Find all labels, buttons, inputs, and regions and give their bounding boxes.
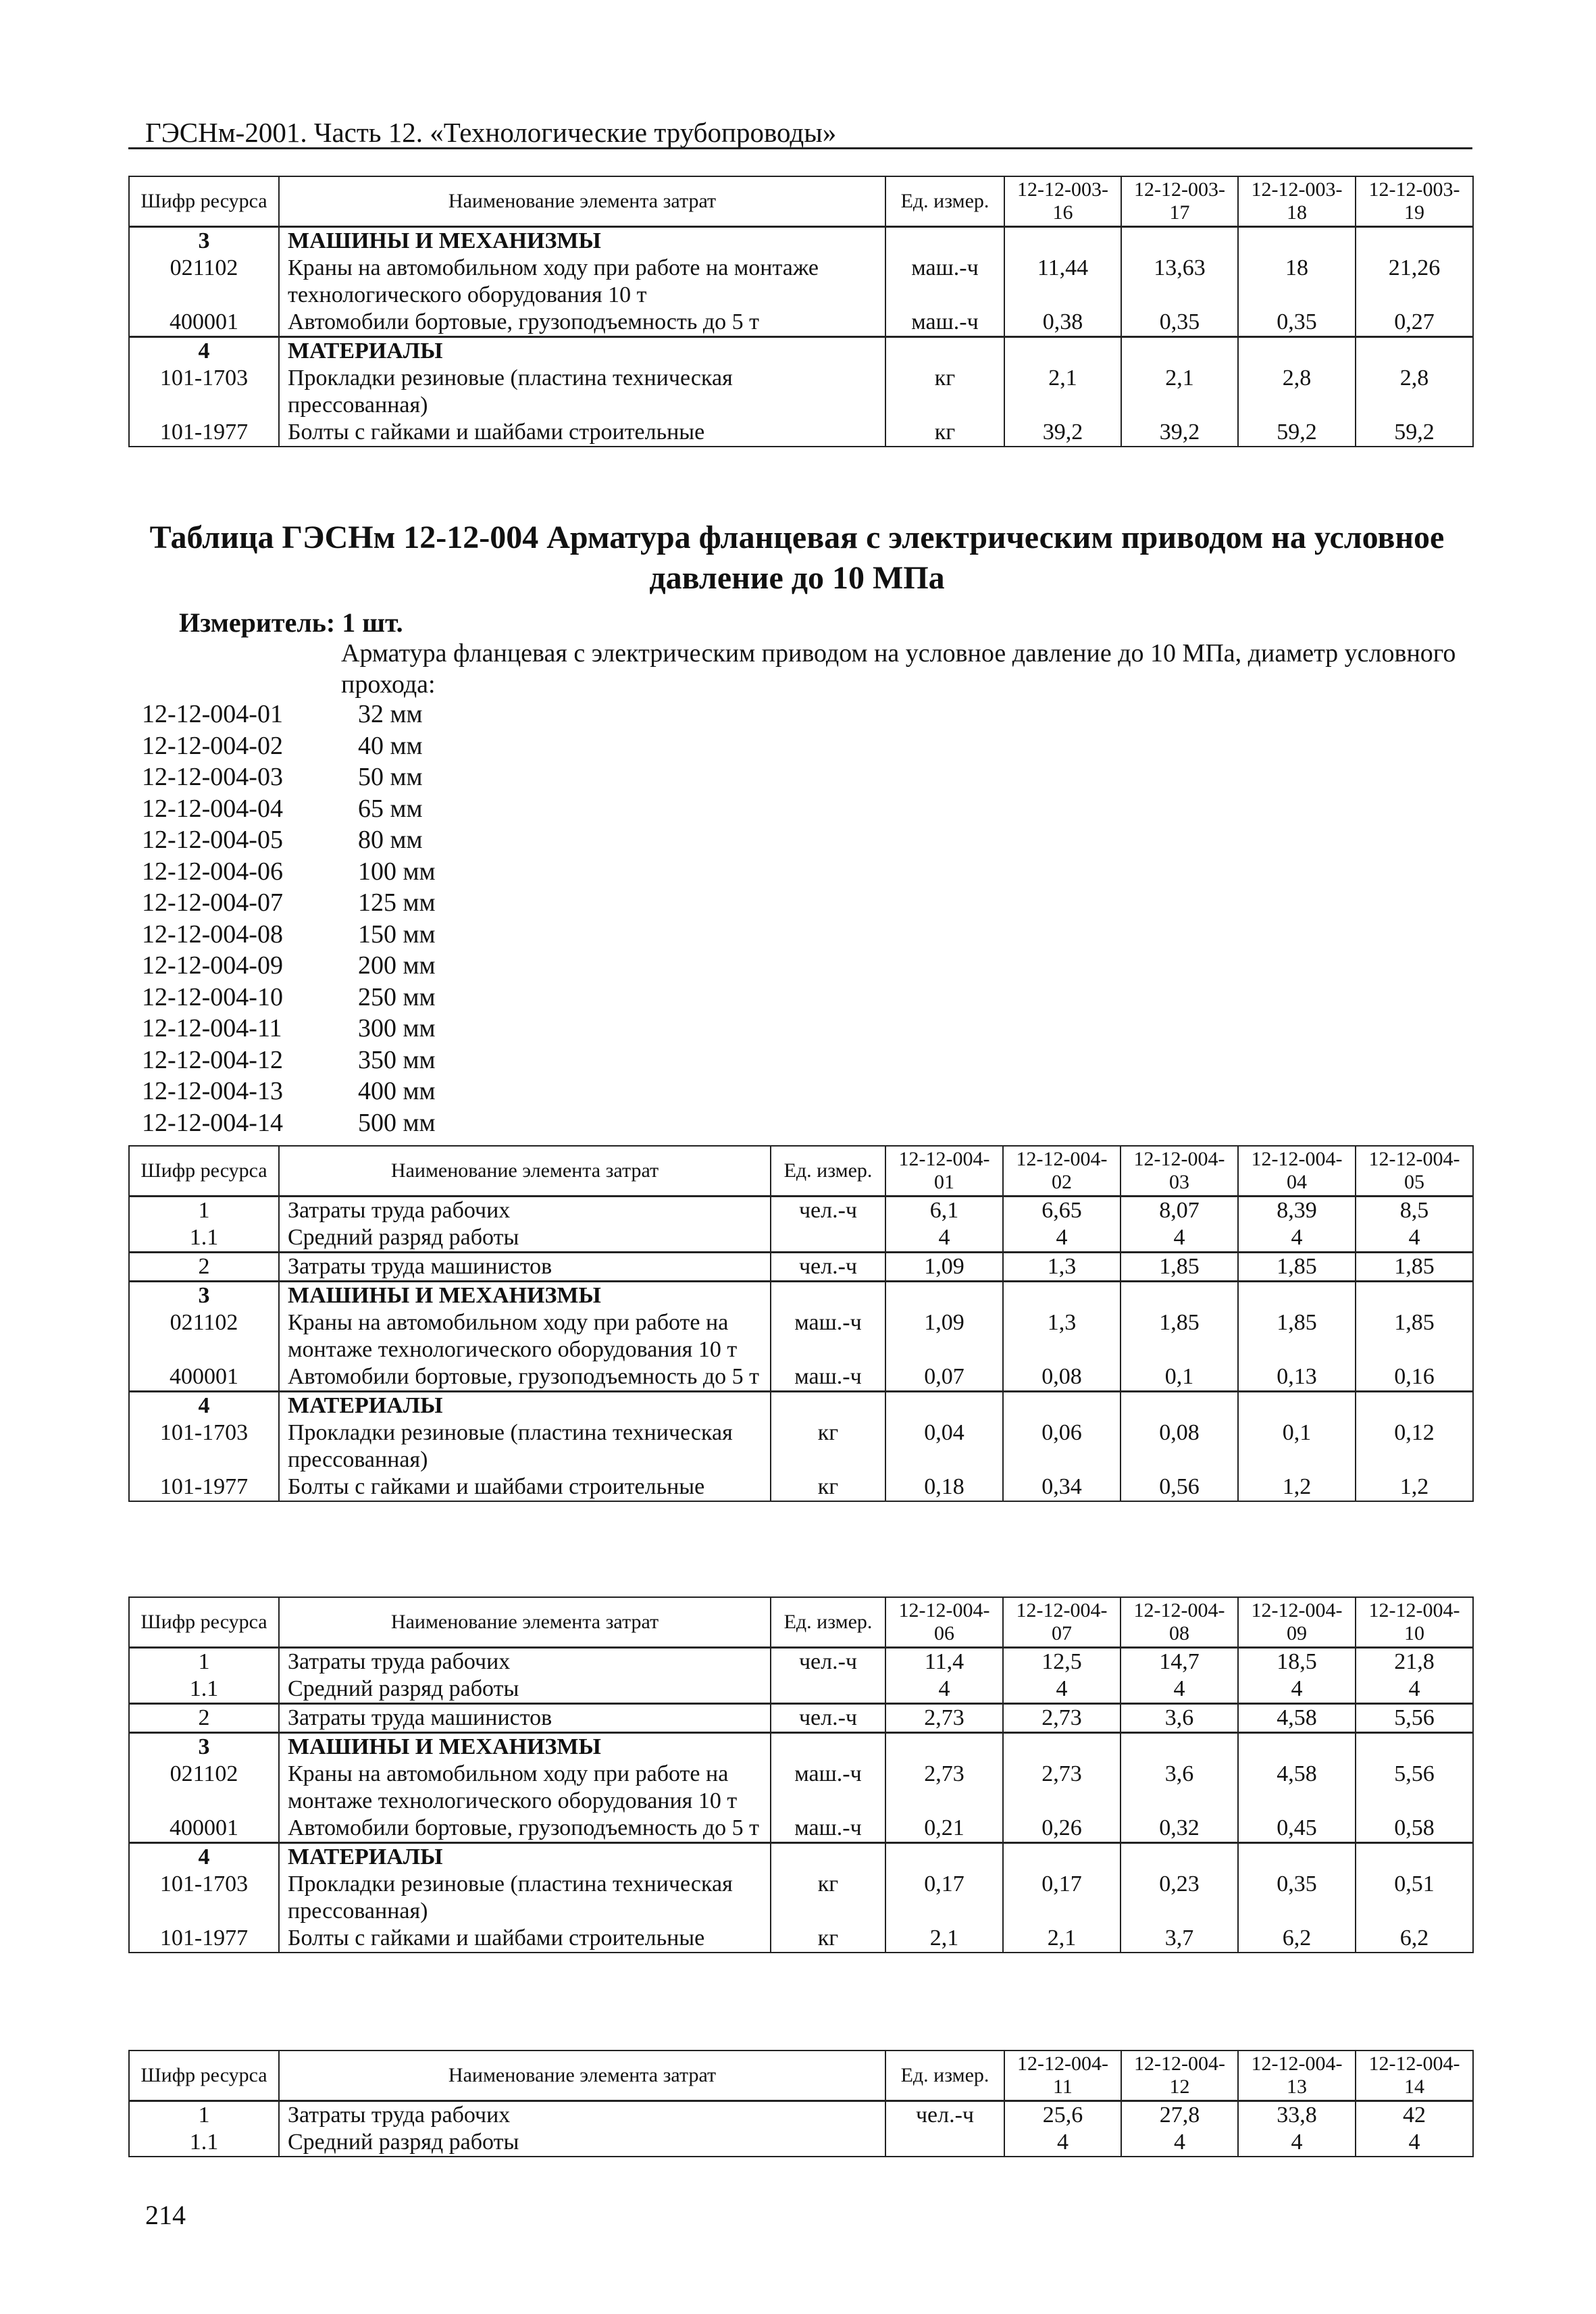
table-row	[129, 1391, 1473, 1419]
value-cell: 2,1	[1121, 365, 1238, 419]
value-cell: 1,85	[1121, 1309, 1238, 1363]
resource-unit	[885, 2129, 1004, 2157]
value-cell: 2,8	[1238, 365, 1356, 419]
col-id-header: 12-12-004-12	[1121, 2051, 1238, 2101]
col-unit-header: Ед. измер.	[771, 1597, 885, 1647]
section-title: МАТЕРИАЛЫ	[279, 1391, 771, 1419]
header-rule	[128, 147, 1472, 149]
section-title: МАТЕРИАЛЫ	[279, 336, 885, 365]
table-title: Таблица ГЭСНм 12-12-004 Арматура фланцевая с электрическим приводом на условное давление до 10 МПа	[149, 520, 1445, 596]
list-item	[142, 1013, 436, 1045]
variant-code: 12-12-004-09	[142, 951, 283, 980]
col-id-header: 12-12-004-04	[1238, 1146, 1356, 1196]
col-name-header: Наименование элемента затрат	[279, 1597, 771, 1647]
list-item	[142, 730, 436, 762]
value-cell: 0,38	[1004, 309, 1121, 337]
value-cell: 4	[1238, 1224, 1356, 1253]
resource-code: 2	[129, 1252, 279, 1281]
value-cell: 0,35	[1121, 309, 1238, 337]
variant-size: 40 мм	[358, 731, 423, 760]
value-cell: 0,16	[1356, 1363, 1473, 1392]
section-title: МАШИНЫ И МЕХАНИЗМЫ	[279, 226, 885, 255]
resource-unit: маш.-ч	[771, 1761, 885, 1815]
value-cell: 5,56	[1356, 1761, 1473, 1815]
value-cell: 4,58	[1238, 1761, 1356, 1815]
variant-code: 12-12-004-05	[142, 826, 283, 854]
list-item	[142, 1076, 436, 1107]
value-cell: 1,85	[1238, 1309, 1356, 1363]
resource-unit: чел.-ч	[885, 2101, 1004, 2129]
resource-code: 021102	[129, 1309, 279, 1363]
resource-code: 1	[129, 2101, 279, 2129]
table-row	[129, 1224, 1473, 1253]
value-cell: 0,45	[1238, 1815, 1356, 1843]
value-cell: 39,2	[1121, 419, 1238, 447]
value-cell: 18,5	[1238, 1647, 1356, 1676]
resource-table-004-b	[128, 1596, 1474, 1953]
resource-name: Автомобили бортовые, грузоподъемность до 5 т	[279, 1815, 771, 1843]
variant-code: 12-12-004-10	[142, 982, 283, 1011]
col-unit-header: Ед. измер.	[771, 1146, 885, 1196]
list-item	[142, 950, 436, 982]
value-cell: 4	[1356, 2129, 1473, 2157]
resource-code: 4	[129, 1391, 279, 1419]
table-row	[129, 1196, 1473, 1224]
value-cell: 4	[1121, 2129, 1238, 2157]
resource-unit: чел.-ч	[771, 1252, 885, 1281]
value-cell: 18	[1238, 255, 1356, 309]
table-row	[129, 1761, 1473, 1815]
value-cell: 4	[1004, 2129, 1121, 2157]
table-row	[129, 1474, 1473, 1501]
variant-code: 12-12-004-14	[142, 1108, 283, 1137]
value-cell: 0,32	[1121, 1815, 1238, 1843]
resource-code: 101-1703	[129, 1419, 279, 1474]
section-title: МАТЕРИАЛЫ	[279, 1842, 771, 1871]
col-id-header: 12-12-004-14	[1356, 2051, 1473, 2101]
table-row	[129, 1676, 1473, 1704]
resource-name: Краны на автомобильном ходу при работе на монтаже технологического оборудования 10 т	[279, 1309, 771, 1363]
col-code-header: Шифр ресурса	[129, 176, 279, 226]
variant-code: 12-12-004-04	[142, 794, 283, 823]
value-cell: 0,51	[1356, 1871, 1473, 1925]
value-cell: 0,17	[1003, 1871, 1121, 1925]
col-code-header: Шифр ресурса	[129, 1146, 279, 1196]
value-cell: 2,73	[1003, 1703, 1121, 1732]
col-id-header: 12-12-004-01	[885, 1146, 1003, 1196]
value-cell: 3,7	[1121, 1925, 1238, 1953]
table-description: Арматура фланцевая с электрическим приводом на условное давление до 10 МПа, диаметр условного прохода:	[341, 639, 1456, 699]
list-item	[142, 793, 436, 825]
resource-code: 1.1	[129, 2129, 279, 2157]
value-cell: 8,5	[1356, 1196, 1473, 1224]
value-cell: 1,2	[1356, 1474, 1473, 1501]
variant-code: 12-12-004-02	[142, 731, 283, 760]
resource-unit: кг	[771, 1871, 885, 1925]
table-row	[129, 1419, 1473, 1474]
value-cell: 27,8	[1121, 2101, 1238, 2129]
list-item	[142, 761, 436, 793]
value-cell: 1,85	[1356, 1309, 1473, 1363]
resource-unit: кг	[885, 419, 1004, 447]
value-cell: 2,1	[885, 1925, 1003, 1953]
value-cell: 2,1	[1004, 365, 1121, 419]
col-name-header: Наименование элемента затрат	[279, 176, 885, 226]
table-row	[129, 1842, 1473, 1871]
variant-code: 12-12-004-12	[142, 1045, 283, 1074]
value-cell: 0,07	[885, 1363, 1003, 1392]
col-code-header: Шифр ресурса	[129, 2051, 279, 2101]
value-cell: 21,8	[1356, 1647, 1473, 1676]
resource-code: 3	[129, 1732, 279, 1761]
table-row	[129, 419, 1473, 447]
resource-code: 021102	[129, 255, 279, 309]
list-item	[142, 887, 436, 919]
resource-unit: чел.-ч	[771, 1647, 885, 1676]
value-cell: 14,7	[1121, 1647, 1238, 1676]
variant-size: 350 мм	[358, 1045, 436, 1074]
page-header: ГЭСНм-2001. Часть 12. «Технологические трубопроводы»	[145, 117, 837, 148]
variant-code: 12-12-004-03	[142, 763, 283, 791]
list-item	[142, 1107, 436, 1139]
resource-name: Затраты труда рабочих	[279, 2101, 885, 2129]
value-cell: 4	[1356, 1676, 1473, 1704]
resource-unit: маш.-ч	[885, 309, 1004, 337]
table-row	[129, 226, 1473, 255]
resource-name: Затраты труда машинистов	[279, 1703, 771, 1732]
table-row	[129, 2129, 1473, 2157]
value-cell: 0,35	[1238, 1871, 1356, 1925]
list-item	[142, 1045, 436, 1076]
variant-size: 125 мм	[358, 888, 436, 917]
table-row	[129, 1309, 1473, 1363]
page-number: 214	[145, 2200, 186, 2230]
resource-code: 2	[129, 1703, 279, 1732]
variant-size: 500 мм	[358, 1108, 436, 1137]
resource-code: 101-1703	[129, 365, 279, 419]
value-cell: 11,4	[885, 1647, 1003, 1676]
table-row	[129, 1815, 1473, 1843]
value-cell: 3,6	[1121, 1703, 1238, 1732]
value-cell: 11,44	[1004, 255, 1121, 309]
value-cell: 0,1	[1121, 1363, 1238, 1392]
table-row	[129, 1732, 1473, 1761]
value-cell: 0,21	[885, 1815, 1003, 1843]
list-item	[142, 824, 436, 856]
col-id-header: 12-12-004-09	[1238, 1597, 1356, 1647]
resource-code: 3	[129, 1281, 279, 1309]
col-id-header: 12-12-003-16	[1004, 176, 1121, 226]
resource-name: Болты с гайками и шайбами строительные	[279, 1474, 771, 1501]
col-name-header: Наименование элемента затрат	[279, 2051, 885, 2101]
col-unit-header: Ед. измер.	[885, 2051, 1004, 2101]
value-cell: 6,2	[1238, 1925, 1356, 1953]
table-row	[129, 1925, 1473, 1953]
resource-code: 021102	[129, 1761, 279, 1815]
value-cell: 59,2	[1356, 419, 1473, 447]
resource-name: Болты с гайками и шайбами строительные	[279, 1925, 771, 1953]
resource-name: Прокладки резиновые (пластина техническая прессованная)	[279, 365, 885, 419]
resource-unit	[771, 1224, 885, 1253]
variant-size: 65 мм	[358, 794, 423, 823]
table-row	[129, 2101, 1473, 2129]
value-cell: 6,2	[1356, 1925, 1473, 1953]
table-row	[129, 1363, 1473, 1392]
resource-code: 101-1977	[129, 419, 279, 447]
table-row	[129, 255, 1473, 309]
variant-code: 12-12-004-08	[142, 920, 283, 949]
value-cell: 3,6	[1121, 1761, 1238, 1815]
table-row	[129, 1871, 1473, 1925]
value-cell: 2,73	[1003, 1761, 1121, 1815]
value-cell: 2,73	[885, 1703, 1003, 1732]
resource-name: Автомобили бортовые, грузоподъемность до 5 т	[279, 309, 885, 337]
variant-size: 400 мм	[358, 1077, 436, 1105]
col-id-header: 12-12-003-18	[1238, 176, 1356, 226]
value-cell: 4	[1121, 1224, 1238, 1253]
variant-size: 80 мм	[358, 826, 423, 854]
resource-unit: маш.-ч	[771, 1363, 885, 1392]
variant-size: 32 мм	[358, 700, 423, 728]
value-cell: 1,85	[1238, 1252, 1356, 1281]
value-cell: 21,26	[1356, 255, 1473, 309]
section-title: МАШИНЫ И МЕХАНИЗМЫ	[279, 1732, 771, 1761]
col-id-header: 12-12-004-11	[1004, 2051, 1121, 2101]
resource-unit: маш.-ч	[885, 255, 1004, 309]
resource-unit: маш.-ч	[771, 1309, 885, 1363]
value-cell: 0,23	[1121, 1871, 1238, 1925]
table-row	[129, 336, 1473, 365]
value-cell: 8,07	[1121, 1196, 1238, 1224]
resource-code: 101-1703	[129, 1871, 279, 1925]
list-item	[142, 699, 436, 730]
table-row	[129, 1281, 1473, 1309]
resource-name: Средний разряд работы	[279, 1676, 771, 1704]
col-id-header: 12-12-004-03	[1121, 1146, 1238, 1196]
resource-unit: чел.-ч	[771, 1703, 885, 1732]
value-cell: 0,06	[1003, 1419, 1121, 1474]
col-id-header: 12-12-004-13	[1238, 2051, 1356, 2101]
variant-code: 12-12-004-07	[142, 888, 283, 917]
value-cell: 5,56	[1356, 1703, 1473, 1732]
value-cell: 1,3	[1003, 1309, 1121, 1363]
resource-code: 400001	[129, 1363, 279, 1392]
list-item	[142, 856, 436, 888]
table-row	[129, 309, 1473, 337]
resource-name: Прокладки резиновые (пластина техническая прессованная)	[279, 1871, 771, 1925]
value-cell: 4	[885, 1224, 1003, 1253]
value-cell: 1,09	[885, 1252, 1003, 1281]
value-cell: 59,2	[1238, 419, 1356, 447]
value-cell: 0,08	[1121, 1419, 1238, 1474]
variant-code: 12-12-004-01	[142, 700, 283, 728]
value-cell: 2,8	[1356, 365, 1473, 419]
value-cell: 42	[1356, 2101, 1473, 2129]
value-cell: 0,56	[1121, 1474, 1238, 1501]
table-row	[129, 1647, 1473, 1676]
resource-unit: кг	[771, 1925, 885, 1953]
resource-code: 400001	[129, 1815, 279, 1843]
resource-name: Затраты труда машинистов	[279, 1252, 771, 1281]
value-cell: 2,1	[1003, 1925, 1121, 1953]
table-row	[129, 1703, 1473, 1732]
resource-table-003	[128, 176, 1474, 447]
value-cell: 0,13	[1238, 1363, 1356, 1392]
variant-code: 12-12-004-06	[142, 857, 283, 886]
value-cell: 4	[1238, 2129, 1356, 2157]
value-cell: 1,2	[1238, 1474, 1356, 1501]
variant-code: 12-12-004-13	[142, 1077, 283, 1105]
value-cell: 4	[885, 1676, 1003, 1704]
value-cell: 39,2	[1004, 419, 1121, 447]
value-cell: 25,6	[1004, 2101, 1121, 2129]
variant-size: 200 мм	[358, 951, 436, 980]
resource-unit: кг	[885, 365, 1004, 419]
value-cell: 4	[1356, 1224, 1473, 1253]
resource-unit: маш.-ч	[771, 1815, 885, 1843]
col-id-header: 12-12-004-02	[1003, 1146, 1121, 1196]
resource-unit	[771, 1676, 885, 1704]
list-item	[142, 982, 436, 1013]
table-row	[129, 1252, 1473, 1281]
table-row	[129, 365, 1473, 419]
resource-name: Прокладки резиновые (пластина техническая прессованная)	[279, 1419, 771, 1474]
section-title: МАШИНЫ И МЕХАНИЗМЫ	[279, 1281, 771, 1309]
col-id-header: 12-12-004-06	[885, 1597, 1003, 1647]
resource-code: 4	[129, 1842, 279, 1871]
col-name-header: Наименование элемента затрат	[279, 1146, 771, 1196]
value-cell: 0,1	[1238, 1419, 1356, 1474]
value-cell: 0,27	[1356, 309, 1473, 337]
resource-code: 400001	[129, 309, 279, 337]
list-item	[142, 919, 436, 951]
value-cell: 0,08	[1003, 1363, 1121, 1392]
resource-name: Автомобили бортовые, грузоподъемность до 5 т	[279, 1363, 771, 1392]
resource-code: 3	[129, 226, 279, 255]
variant-size: 250 мм	[358, 982, 436, 1011]
resource-code: 1.1	[129, 1676, 279, 1704]
value-cell: 6,65	[1003, 1196, 1121, 1224]
col-id-header: 12-12-004-05	[1356, 1146, 1473, 1196]
value-cell: 0,58	[1356, 1815, 1473, 1843]
resource-unit: кг	[771, 1419, 885, 1474]
variant-size: 50 мм	[358, 763, 423, 791]
resource-name: Болты с гайками и шайбами строительные	[279, 419, 885, 447]
value-cell: 4	[1121, 1676, 1238, 1704]
value-cell: 8,39	[1238, 1196, 1356, 1224]
resource-name: Затраты труда рабочих	[279, 1647, 771, 1676]
value-cell: 4	[1003, 1676, 1121, 1704]
value-cell: 4	[1003, 1224, 1121, 1253]
value-cell: 0,34	[1003, 1474, 1121, 1501]
col-unit-header: Ед. измер.	[885, 176, 1004, 226]
value-cell: 0,18	[885, 1474, 1003, 1501]
resource-code: 1	[129, 1196, 279, 1224]
value-cell: 1,09	[885, 1309, 1003, 1363]
resource-name: Краны на автомобильном ходу при работе на монтаже технологического оборудования 10 т	[279, 1761, 771, 1815]
measure-unit: Измеритель: 1 шт.	[179, 607, 403, 638]
variant-size: 150 мм	[358, 920, 436, 949]
col-id-header: 12-12-004-10	[1356, 1597, 1473, 1647]
col-id-header: 12-12-004-07	[1003, 1597, 1121, 1647]
variant-list	[142, 699, 436, 1138]
resource-code: 101-1977	[129, 1474, 279, 1501]
value-cell: 6,1	[885, 1196, 1003, 1224]
resource-code: 1	[129, 1647, 279, 1676]
value-cell: 4,58	[1238, 1703, 1356, 1732]
value-cell: 12,5	[1003, 1647, 1121, 1676]
value-cell: 33,8	[1238, 2101, 1356, 2129]
resource-name: Средний разряд работы	[279, 2129, 885, 2157]
variant-size: 300 мм	[358, 1014, 436, 1042]
resource-table-004-a	[128, 1145, 1474, 1502]
resource-name: Затраты труда рабочих	[279, 1196, 771, 1224]
resource-name: Краны на автомобильном ходу при работе на монтаже технологического оборудования 10 т	[279, 255, 885, 309]
resource-unit: чел.-ч	[771, 1196, 885, 1224]
value-cell: 0,35	[1238, 309, 1356, 337]
value-cell: 2,73	[885, 1761, 1003, 1815]
value-cell: 0,17	[885, 1871, 1003, 1925]
col-id-header: 12-12-003-19	[1356, 176, 1473, 226]
col-id-header: 12-12-003-17	[1121, 176, 1238, 226]
value-cell: 0,04	[885, 1419, 1003, 1474]
value-cell: 0,26	[1003, 1815, 1121, 1843]
resource-code: 1.1	[129, 1224, 279, 1253]
resource-unit: кг	[771, 1474, 885, 1501]
value-cell: 1,3	[1003, 1252, 1121, 1281]
value-cell: 4	[1238, 1676, 1356, 1704]
variant-code: 12-12-004-11	[142, 1014, 282, 1042]
resource-table-004-c	[128, 2050, 1474, 2157]
variant-size: 100 мм	[358, 857, 436, 886]
value-cell: 0,12	[1356, 1419, 1473, 1474]
value-cell: 13,63	[1121, 255, 1238, 309]
resource-code: 101-1977	[129, 1925, 279, 1953]
value-cell: 1,85	[1121, 1252, 1238, 1281]
resource-name: Средний разряд работы	[279, 1224, 771, 1253]
value-cell: 1,85	[1356, 1252, 1473, 1281]
col-id-header: 12-12-004-08	[1121, 1597, 1238, 1647]
resource-code: 4	[129, 336, 279, 365]
col-code-header: Шифр ресурса	[129, 1597, 279, 1647]
